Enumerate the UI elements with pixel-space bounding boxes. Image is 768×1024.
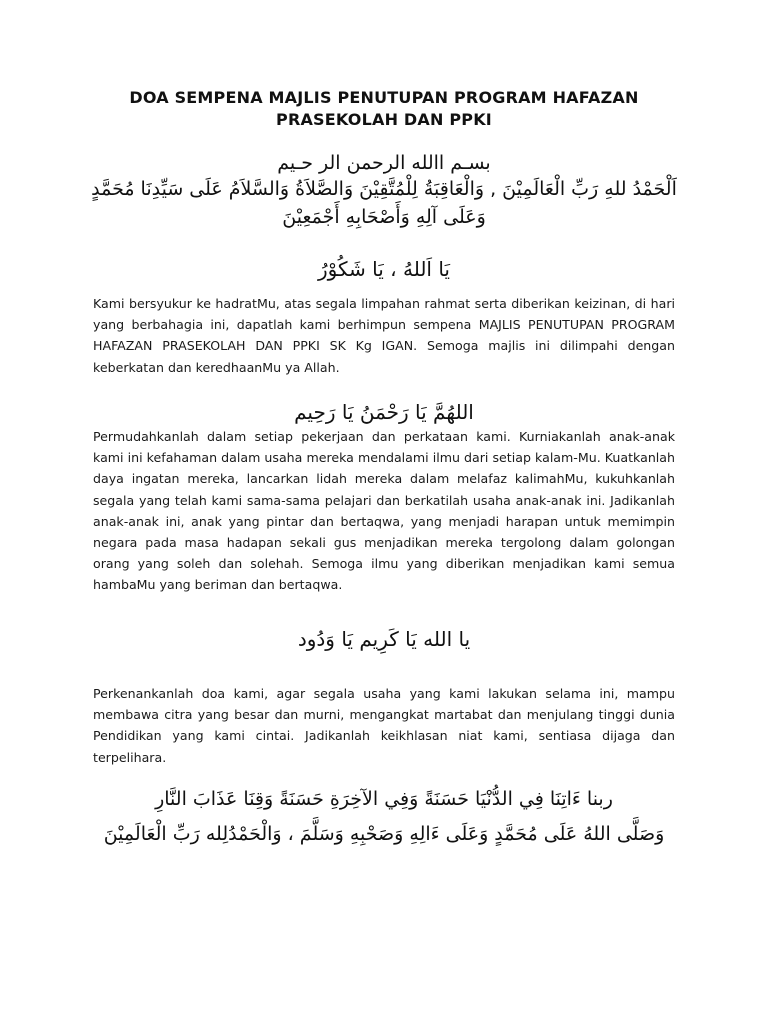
paragraph-acceptance: Perkenankanlah doa kami, agar segala usaha yang kami lakukan selama ini, mampu membawa citra yang besar dan murni, mengangkat martabat dan menjulang tinggi dunia Pendidikan yang kami cintai. Jadikanlah keikhlasan niat kami, sentiasa dijaga dan terpelihara. (93, 686, 675, 765)
paragraph-gratitude: Kami bersyukur ke hadratMu, atas segala limpahan rahmat serta diberikan keizinan, di hari yang berbahagia ini, dapatlah kami berhimpun sempena MAJLIS PENUTUPAN PROGRAM HAFAZAN PRASEKOLAH DAN PPKI SK Kg IGAN. Semoga majlis ini dilimpahi dengan keberkatan dan keredhaanMu ya Allah. (93, 296, 675, 375)
opening-praise-line-2: وَعَلَى آلِهِ وَأَصْحَابِهِ أَجْمَعِيْنَ (282, 206, 486, 228)
closing-rabbana-line: ربنا ءَاتِنَا فِي الدُّنْيَا حَسَنَةً وَفِي الآخِرَةِ حَسَنَةً وَقِنَا عَذَابَ النَّارِ (155, 788, 613, 810)
invocation-ya-karim-ya-wadud: يا الله يَا كَرِيم يَا وَدُود (297, 627, 471, 651)
invocation-ya-allah-ya-syakur: يَا اَللهُ ، يَا شَكُوْرُ (318, 257, 450, 281)
document-title: DOA SEMPENA MAJLIS PENUTUPAN PROGRAM HAFAZAN PRASEKOLAH DAN PPKI (129, 88, 639, 129)
closing-salawat-line: وَصَلَّى اللهُ عَلَى مُحَمَّدٍ وَعَلَى ءَالِهِ وَصَحْبِهِ وَسَلَّمَ ، وَالْحَمْدُلِله رَبِّ الْعَالَمِيْنَ (103, 823, 665, 845)
invocation-ya-rahman-ya-rahim: اللهُمَّ يَا رَحْمَنُ يَا رَحِيم (294, 400, 474, 424)
opening-praise-line-1: اَلْحَمْدُ للهِ رَبِّ الْعَالَمِيْنَ , وَالْعَاقِبَةُ لِلْمُتَّقِيْنَ وَالصَّلاَةُ وَالسَّلاَمُ عَلَى سَيِّدِنَا مُحَمَّدٍ (91, 178, 677, 200)
basmala: بسـم االله الرحمن الر حـيم (277, 152, 491, 174)
paragraph-supplication: Permudahkanlah dalam setiap pekerjaan dan perkataan kami. Kurniakanlah anak-anak kami ini kefahaman dalam usaha mereka mendalami ilmu dari setiap kalam-Mu. Kuatkanlah daya ingatan mereka, lancarkan lidah mereka dalam melafaz kalimahMu, kukuhkanlah segala yang telah kami sama-sama pelajari dan berkatilah usaha anak-anak ini. Jadikanlah anak-anak ini, anak yang pintar dan bertaqwa, yang menjadi harapan untuk memimpin negara pada masa hadapan sekali gus menjadikan mereka tergolong dalam golongan orang yang soleh dan solehah. Semoga ilmu yang diberikan menjadikan kami semua hambaMu yang beriman dan bertaqwa. (93, 429, 675, 593)
